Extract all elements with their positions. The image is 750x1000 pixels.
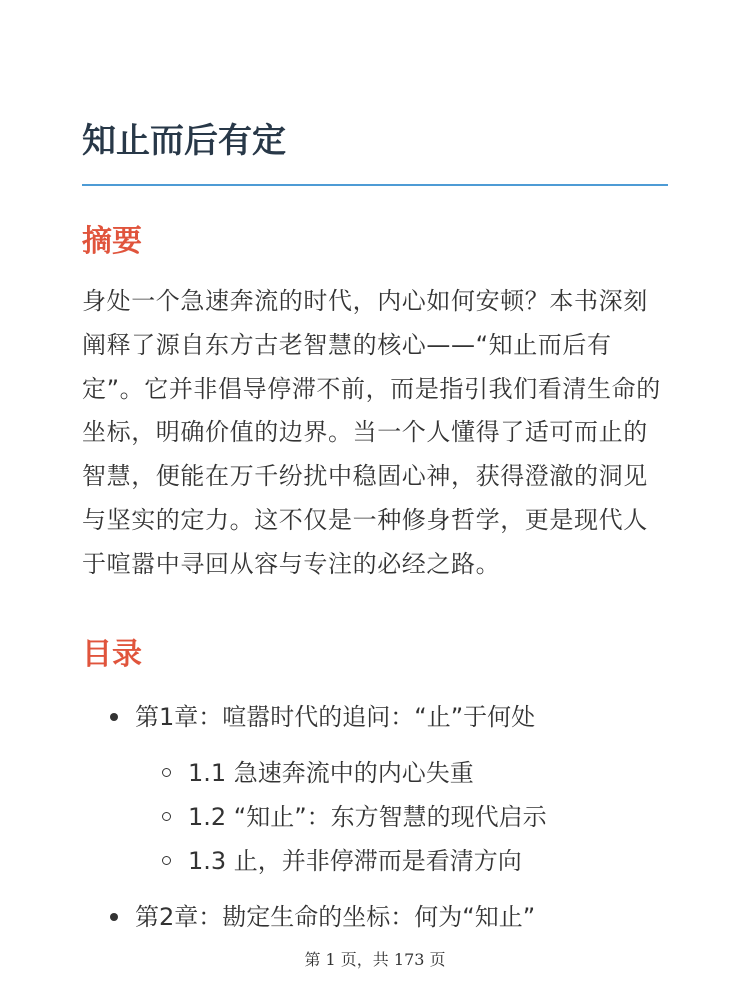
toc-chapter-1 — [135, 700, 535, 734]
title-divider — [82, 184, 668, 186]
toc-section-1-2 — [188, 800, 547, 834]
bullet-circle-icon — [162, 768, 171, 777]
toc-chapter-2 — [135, 900, 535, 934]
bullet-dot-icon — [110, 913, 118, 921]
toc-item-label: 1.2 “知止”：东方智慧的现代启示 — [188, 803, 547, 831]
toc-item-label: 1.1 急速奔流中的内心失重 — [188, 759, 474, 787]
toc-section-1-3 — [188, 844, 522, 878]
abstract-heading: 摘要 — [82, 224, 142, 259]
toc-item-label: 1.3 止，并非停滞而是看清方向 — [188, 847, 522, 875]
toc-item-label: 第1章：喧嚣时代的追问：“止”于何处 — [135, 703, 536, 731]
page-footer: 第 1 页，共 173 页 — [304, 950, 446, 969]
bullet-circle-icon — [162, 812, 171, 821]
document-title: 知止而后有定 — [82, 121, 286, 161]
bullet-circle-icon — [162, 856, 171, 865]
toc-section-1-1 — [188, 756, 474, 790]
abstract-paragraph: 身处一个急速奔流的时代，内心如何安顿？本书深刻阐释了源自东方古老智慧的核心——“知止而后有定”。它并非倡导停滞不前，而是指引我们看清生命的坐标，明确价值的边界。当一个人懂得了适可而止的智慧，便能在万千纷扰中稳固心神，获得澄澈的洞见与坚实的定力。这不仅是一种修身哲学，更是现代人于喧嚣中寻回从容与专注的必经之路。 — [82, 287, 661, 578]
toc-heading: 目录 — [82, 637, 142, 672]
toc-item-label: 第2章：勘定生命的坐标：何为“知止” — [135, 903, 536, 931]
bullet-dot-icon — [110, 713, 118, 721]
